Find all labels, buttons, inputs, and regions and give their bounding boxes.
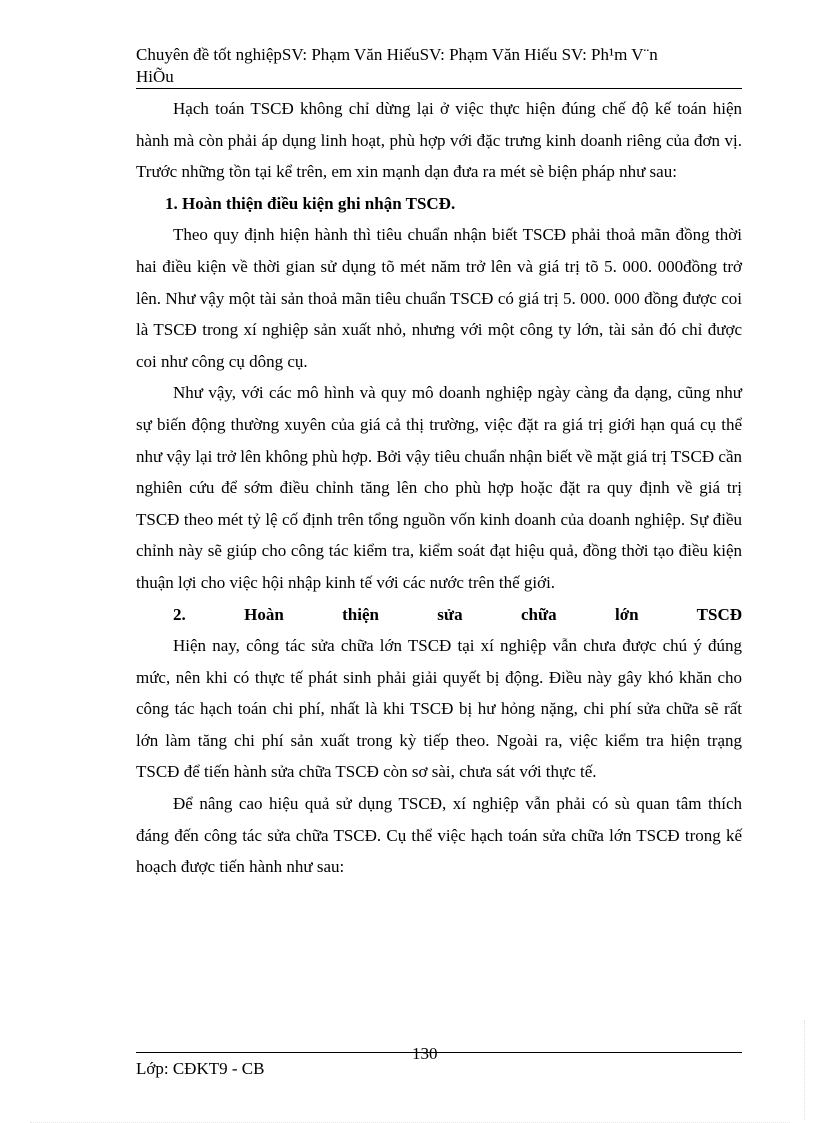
paragraph-intro: Hạch toán TSCĐ không chỉ dừng lại ở việc thực hiện đúng chế độ kế toán hiện hành mà còn phải áp dụng linh hoạt, phù hợp với đặc trưng kinh doanh riêng của đơn vị. Trước những tồn tại kể trên, em xin mạnh dạn đưa ra mét sè biện pháp như sau: [136,99,742,182]
paragraph-criteria: Theo quy định hiện hành thì tiêu chuẩn nhận biết TSCĐ phải thoả mãn đồng thời hai điều kiện về thời gian sử dụng tõ mét năm trở lên và giá trị tõ 5. 000. 000đồng trở lên. Như vậy một tài sản thoả mãn tiêu chuẩn TSCĐ có giá trị 5. 000. 000 đồng được coi là TSCĐ trong xí nghiệp sản xuất nhỏ, nhưng với một công ty lớn, tài sản đó chỉ được coi như công cụ dông cụ. [136,225,742,371]
paragraph-repair-status: Hiện nay, công tác sửa chữa lớn TSCĐ tại xí nghiệp vẫn chưa được chú ý đúng mức, nên khi có thực tế phát sinh phải giải quyết bị động. Điều này gây khó khăn cho công tác hạch toán chi phí, nhất là khi TSCĐ bị hư hỏng nặng, chi phí sửa chữa sẽ rất lớn làm tăng chi phí sản xuất trong kỳ tiếp theo. Ngoài ra, việc kiểm tra hiện trạng TSCĐ để tiến hành sửa chữa TSCĐ còn sơ sài, chưa sát với thực tế. [136,636,742,782]
section-heading-1: 1. Hoàn thiện điều kiện ghi nhận TSCĐ. [165,193,456,213]
header-line-1: Chuyên đề tốt nghiệpSV: Phạm Văn HiếuSV: Phạm Văn Hiếu SV: Ph¹m V¨n [136,45,658,64]
paragraph-adjustment: Như vậy, với các mô hình và quy mô doanh nghiệp ngày càng đa dạng, cũng như sự biến động thường xuyên của giá cả thị trường, việc đặt ra giá trị giới hạn quá cụ thể như vậy lại trở lên không phù hợp. Bởi vậy tiêu chuẩn nhận biết về mặt giá trị TSCĐ cần nghiên cứu để sớm điều chỉnh tăng lên cho phù hợp hoặc đặt ra quy định về giá trị TSCĐ theo mét tỷ lệ cố định trên tổng nguồn vốn kinh doanh của doanh nghiệp. Sự điều chỉnh này sẽ giúp cho công tác kiểm tra, kiểm soát đạt hiệu quả, đồng thời tạo điều kiện thuận lợi cho việc hội nhập kinh tế với các nước trên thế giới. [136,383,742,592]
document-body [136,93,742,883]
footer-divider [136,1052,742,1053]
paragraph-repair-plan: Để nâng cao hiệu quả sử dụng TSCĐ, xí nghiệp vẫn phải có sù quan tâm thích đáng đến công tác sửa chữa TSCĐ. Cụ thể việc hạch toán sửa chữa lớn TSCĐ trong kế hoạch được tiến hành như sau: [136,794,742,877]
page-number: 130 [412,1044,438,1063]
footer-class-label: Lớp: CĐKT9 - CB [136,1059,265,1078]
section-heading-2: 2. Hoàn thiện sửa chữa lớn TSCĐ [173,604,742,624]
header-divider [136,88,742,89]
page-header [136,44,742,88]
page-side-dotted-line [804,1020,805,1120]
header-line-2: HiÕu [136,67,174,86]
